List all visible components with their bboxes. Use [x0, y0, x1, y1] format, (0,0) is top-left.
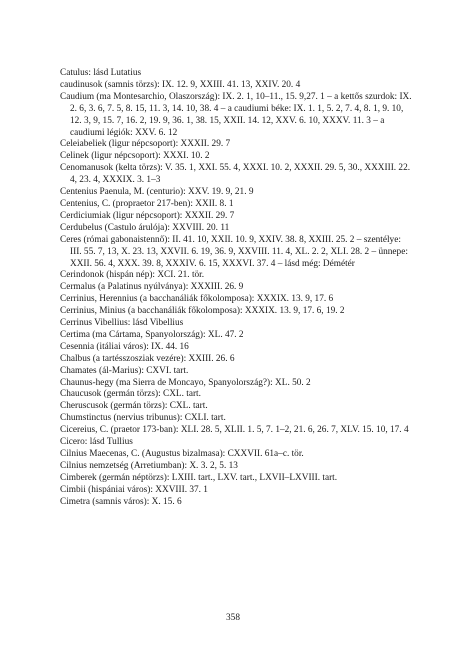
index-entry: Cilnius Maecenas, C. (Augustus bizalmasa): CXXVII. 61a–c. tör.	[60, 449, 304, 459]
index-entry: Cerdubelus (Castulo árulója): XXVIII. 20. 11	[60, 222, 230, 233]
index-entry: Chaucusok (germán törzs): CXL. tart.	[60, 389, 201, 400]
index-entry: Cimberek (germán néptörzs): LXIII. tart., LXV. tart., LXVII–LXVIII. tart.	[60, 472, 338, 483]
index-entry: Chumstinctus (nervius tribunus): CXLI. tart.	[60, 413, 226, 424]
page-number: 358	[226, 613, 240, 623]
index-entry: Centenius, C. (propraetor 217-ben): XXII. 8. 1	[60, 198, 234, 209]
index-entry: Celinek (ligur népcsoport): XXXI. 10. 2	[60, 151, 210, 162]
index-entry: Ceres (római gabonaistennő): II. 41. 10, XXII. 10. 9, XXIV. 38. 8, XXIII. 25. 2 – szentélye: III. 55. 7, 13, X. 23. 13, XXVII. 6. 19, 36. 9, XXVIII. 11. 4, XL. 2. 2, XLI. 28. 2 – ünnepe: XXII. 56. 4, XXX. 39. 8, XXXIV. 6. 15, XXXVI. 37. 4 – lásd még: Démétér	[60, 234, 408, 269]
index-entry: Cerrinius, Minius (a bacchanáliák főkolomposa): XXXIX. 13. 9, 17. 6, 19. 2	[60, 306, 345, 317]
index-entry: Cerrinius, Herennius (a bacchanáliák főkolomposa): XXXIX. 13. 9, 17. 6	[60, 294, 334, 305]
index-entries	[60, 68, 414, 509]
index-entry: Catulus: lásd Lutatius	[60, 68, 142, 78]
index-entry: Centenius Paenula, M. (centurio): XXV. 19. 9, 21. 9	[60, 187, 254, 198]
index-entry: Caudium (ma Montesarchio, Olaszország): IX. 2. 1, 10–11., 15. 9,27. 1 – a kettős szurdok: IX. 2. 6, 3. 6, 7. 5, 8. 15, 11. 3, 14. 10, 38. 4 – a caudiumi béke: IX. 1. 1, 5. 2, 7. 4, 8. 1, 9. 10, 12. 3, 9, 15. 7, 16. 2, 19. 9, 36. 1, 38. 15, XXII. 14. 12, XXV. 6. 10, XXXV. 11. 3 – a caudiumi légiók: XXV. 6. 12	[60, 91, 412, 138]
index-entry: Cicero: lásd Tullius	[60, 437, 133, 448]
index-entry: Cimbii (hispániai város): XXVIII. 37. 1	[60, 484, 208, 495]
index-entry: Cilnius nemzetség (Arretiumban): X. 3. 2, 5. 13	[60, 460, 238, 471]
index-entry: Cimetra (samnis város): X. 15. 6	[60, 496, 182, 507]
index-entry: Cicereius, C. (praetor 173-ban): XLI. 28. 5, XLII. 1. 5, 7. 1–2, 21. 6, 26. 7, XLV. 15. 10, 17. 4	[60, 425, 409, 436]
index-entry: Celeiabeliek (ligur népcsoport): XXXII. 29. 7	[60, 139, 231, 150]
index-entry: Cerindonok (hispán nép): XCI. 21. tör.	[60, 270, 205, 281]
index-entry: Chamates (ál-Marius): CXVI. tart.	[60, 365, 189, 376]
index-entry: Cerdiciumiak (ligur népcsoport): XXXII. 29. 7	[60, 210, 235, 221]
index-entry: Certima (ma Cártama, Spanyolország): XL. 47. 2	[60, 329, 244, 340]
index-entry: Cenomanusok (kelta törzs): V. 35. 1, XXI. 55. 4, XXXI. 10. 2, XXXII. 29. 5, 30., XXXIII. 22. 4, 23. 4, XXXIX. 3. 1–3	[60, 163, 411, 186]
index-entry: caudinusok (samnis törzs): IX. 12. 9, XXIII. 41. 13, XXIV. 20. 4	[60, 79, 301, 90]
index-entry: Cermalus (a Palatinus nyúlványa): XXXIII. 26. 9	[60, 282, 244, 293]
index-entry: Cesennia (itáliai város): IX. 44. 16	[60, 341, 189, 352]
index-entry: Chaunus-hegy (ma Sierra de Moncayo, Spanyolország?): XL. 50. 2	[60, 377, 311, 388]
index-entry: Cheruscusok (germán törzs): CXL. tart.	[60, 401, 208, 412]
index-entry: Chalbus (a tartésszosziak vezére): XXIII. 26. 6	[60, 353, 235, 364]
index-entry: Cerrinus Vibellius: lásd Vibellius	[60, 318, 184, 329]
